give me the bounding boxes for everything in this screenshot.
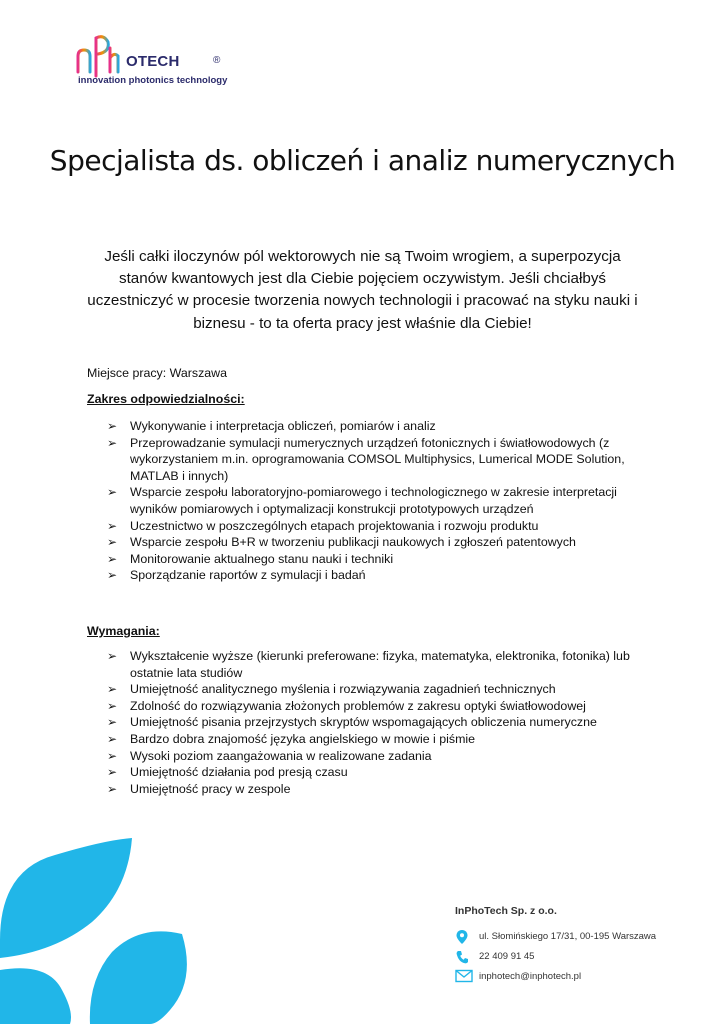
email-link[interactable]: inphotech@inphotech.pl: [479, 971, 582, 982]
list-item: ➢ Uczestnictwo w poszczególnych etapach projektowania i rozwoju produktu: [107, 518, 539, 533]
list-item: ➢ Wysoki poziom zaangażowania w realizowane zadania: [107, 748, 432, 763]
job-title: Specjalista ds. obliczeń i analiz numerycznych: [49, 144, 676, 177]
requirements-list: [107, 648, 652, 797]
list-item: ➢ Zdolność do rozwiązywania złożonych problemów z zakresu optyki światłowodowej: [107, 698, 586, 713]
arrow-bullet-icon: ➢: [107, 781, 118, 796]
arrow-bullet-icon: ➢: [107, 435, 118, 450]
work-location: Miejsce pracy: Warszawa: [87, 366, 227, 380]
arrow-bullet-icon: ➢: [107, 518, 118, 533]
logo-brand-text: OTECH: [126, 53, 180, 70]
list-item: ➢ Przeprowadzanie symulacji numerycznych urządzeń fotonicznych i światłowodowych (z wykorzystaniem m.in. oprogramowania COMSOL Multiphysics, Lumerical MODE Solution, MATLAB i innych): [107, 435, 625, 483]
arrow-bullet-icon: ➢: [107, 551, 118, 566]
list-item: ➢ Sporządzanie raportów z symulacji i badań: [107, 568, 366, 583]
responsibilities-list: [107, 418, 652, 584]
list-item: ➢ Umiejętność działania pod presją czasu: [107, 765, 348, 780]
company-name: InPhoTech Sp. z o.o.: [455, 905, 557, 917]
petal-top: [0, 838, 132, 958]
list-item: ➢ Wykonywanie i interpretacja obliczeń, pomiarów i analiz: [107, 419, 436, 433]
arrow-bullet-icon: ➢: [107, 731, 118, 746]
list-item: ➢ Wsparcie zespołu laboratoryjno-pomiarowego i technologicznego w zakresie interpretacji wyników pomiarowych i optymalizacji konstrukcji prototypowych urządzeń: [107, 485, 617, 516]
arrow-bullet-icon: ➢: [107, 649, 118, 663]
address-text: ul. Słomińskiego 17/31, 00-195 Warszawa: [479, 931, 657, 942]
list-item: ➢ Umiejętność pracy w zespole: [107, 781, 291, 796]
list-item: ➢ Umiejętność pisania przejrzystych skryptów wspomagających obliczenia numeryczne: [107, 715, 597, 730]
arrow-bullet-icon: ➢: [107, 765, 118, 780]
list-item: ➢ Umiejętność analitycznego myślenia i rozwiązywania zagadnień technicznych: [107, 682, 556, 697]
arrow-bullet-icon: ➢: [107, 535, 118, 550]
company-logo: [66, 28, 226, 90]
list-item: ➢ Monitorowanie aktualnego stanu nauki i techniki: [107, 551, 394, 566]
arrow-bullet-icon: ➢: [107, 419, 118, 433]
petal-bottom-left: [0, 968, 71, 1024]
logo-registered-mark: ®: [213, 55, 221, 66]
arrow-bullet-icon: ➢: [107, 715, 118, 730]
list-item: ➢ Bardzo dobra znajomość języka angielskiego w mowie i piśmie: [107, 731, 476, 746]
phone-icon: [455, 949, 469, 965]
arrow-bullet-icon: ➢: [107, 485, 118, 500]
arrow-bullet-icon: ➢: [107, 682, 118, 697]
responsibilities-heading: Zakres odpowiedzialności:: [87, 392, 245, 406]
petal-bottom-right: [90, 931, 187, 1024]
list-item: ➢ Wsparcie zespołu B+R w tworzeniu publikacji naukowych i zgłoszeń patentowych: [107, 535, 576, 550]
arrow-bullet-icon: ➢: [107, 748, 118, 763]
arrow-bullet-icon: ➢: [107, 698, 118, 713]
location-pin-icon: [455, 929, 469, 945]
requirements-heading: Wymagania:: [87, 624, 160, 638]
phone-text: 22 409 91 45: [479, 951, 535, 962]
logo-tagline: innovation photonics technology: [78, 75, 228, 86]
intro-paragraph: Jeśli całki iloczynów pól wektorowych nie są Twoim wrogiem, a superpozycja stanów kwantowych jest dla Ciebie pojęciem oczywistym. Jeśli chciałbyś uczestniczyć w procesie tworzenia nowych technologii i pracować na styku nauki i biznesu - to ta oferta pracy jest właśnie dla Ciebie!: [87, 248, 638, 332]
arrow-bullet-icon: ➢: [107, 568, 118, 583]
list-item: ➢ Wykształcenie wyższe (kierunki preferowane: fizyka, matematyka, elektronika, fotonika) lub ostatnie lata studiów: [107, 649, 630, 680]
decorative-petals: [0, 830, 200, 1024]
envelope-icon: [455, 969, 473, 983]
